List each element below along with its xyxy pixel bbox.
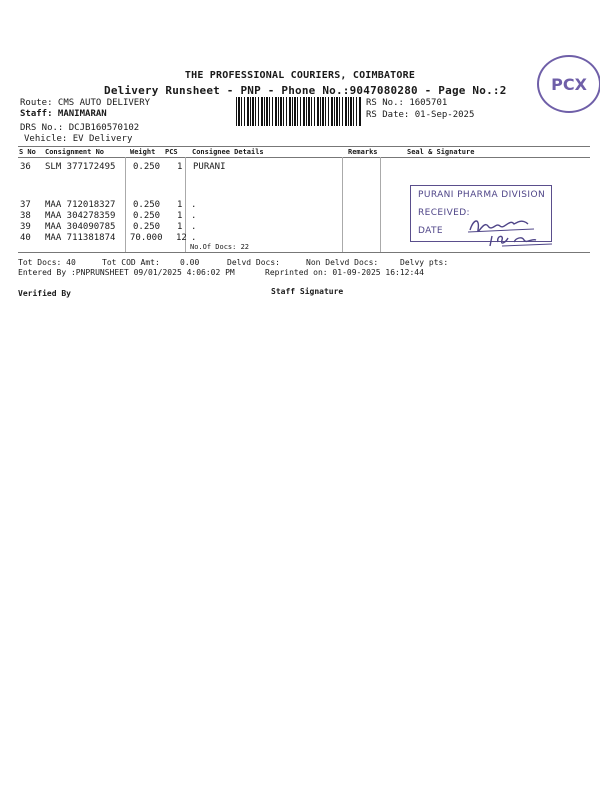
col-divider — [125, 157, 126, 252]
col-header-remarks: Remarks — [348, 148, 378, 156]
row-pcs: 1 — [177, 211, 183, 221]
row-weight: 0.250 — [133, 211, 161, 221]
row-consignee: PURANI — [193, 162, 226, 172]
row-weight: 70.000 — [130, 233, 163, 243]
rs-date: RS Date: 01-Sep-2025 — [366, 110, 475, 120]
tot-docs: Tot Docs: 40 — [18, 258, 76, 267]
col-header-sno: S No — [19, 148, 36, 156]
tot-cod-amt-label: Tot COD Amt: — [102, 258, 160, 267]
row-pcs: 12 — [176, 233, 187, 243]
non-delvd-docs: Non Delvd Docs: — [306, 258, 379, 267]
entered-by: Entered By :PNPRUNSHEET 09/01/2025 4:06:02 PM — [18, 268, 235, 277]
row-pcs: 1 — [177, 162, 183, 172]
no-of-docs: No.Of Docs: 22 — [190, 243, 250, 251]
row-sno: 40 — [20, 233, 31, 243]
row-consignment: MAA 304090785 — [45, 222, 116, 232]
tot-cod-amt-value: 0.00 — [180, 258, 200, 267]
staff-signature: Staff Signature — [271, 287, 344, 296]
vehicle-text: Vehicle: EV Delivery — [24, 134, 133, 144]
row-sno: 37 — [20, 200, 31, 210]
rs-number: RS No.: 1605701 — [366, 98, 448, 108]
col-header-consignee: Consignee Details — [192, 148, 264, 156]
row-sno: 38 — [20, 211, 31, 221]
staff-text: Staff: MANIMARAN — [20, 109, 107, 119]
row-consignment: MAA 712018327 — [45, 200, 116, 210]
runsheet-subtitle: Delivery Runsheet - PNP - Phone No.:9047080280 - Page No.:2 — [104, 84, 507, 97]
col-header-weight: Weight — [130, 148, 156, 156]
row-consignee: . — [191, 233, 197, 243]
stamp-division: PURANI PHARMA DIVISION — [418, 190, 546, 200]
handwritten-signature — [462, 212, 558, 248]
row-consignment: MAA 304278359 — [45, 211, 116, 221]
drs-number: DRS No.: DCJB160570102 — [20, 123, 140, 133]
row-consignee: . — [191, 222, 197, 232]
row-weight: 0.250 — [133, 200, 161, 210]
row-weight: 0.250 — [133, 162, 161, 172]
pcx-stamp-text: PCX — [551, 74, 587, 94]
row-sno: 36 — [20, 162, 31, 172]
table-top-border — [18, 146, 590, 147]
row-pcs: 1 — [177, 222, 183, 232]
row-consignment: MAA 711381874 — [45, 233, 116, 243]
row-consignee: . — [191, 200, 197, 210]
stamp-date: DATE — [418, 226, 444, 236]
delvd-docs: Delvd Docs: — [227, 258, 280, 267]
company-title: THE PROFESSIONAL COURIERS, COIMBATORE — [184, 70, 416, 81]
table-header-border — [18, 157, 590, 158]
row-consignee: . — [191, 211, 197, 221]
row-consignment: SLM 377172495 — [45, 162, 116, 172]
col-divider — [342, 157, 343, 252]
stamp-received: RECEIVED: — [418, 208, 470, 218]
barcode-image — [236, 97, 362, 126]
col-header-pcs: PCS — [165, 148, 178, 156]
col-divider — [380, 157, 381, 252]
pcx-stamp — [537, 55, 600, 113]
table-bottom-border — [18, 252, 590, 253]
route-text: Route: CMS AUTO DELIVERY — [20, 98, 151, 108]
row-sno: 39 — [20, 222, 31, 232]
col-header-consignment: Consignment No — [45, 148, 105, 156]
row-pcs: 1 — [177, 200, 183, 210]
verified-by: Verified By — [18, 289, 71, 298]
row-weight: 0.250 — [133, 222, 161, 232]
delvy-pts: Delvy pts: — [400, 258, 449, 267]
reprinted-on: Reprinted on: 01-09-2025 16:12:44 — [265, 268, 424, 277]
col-header-seal: Seal & Signature — [407, 148, 475, 156]
